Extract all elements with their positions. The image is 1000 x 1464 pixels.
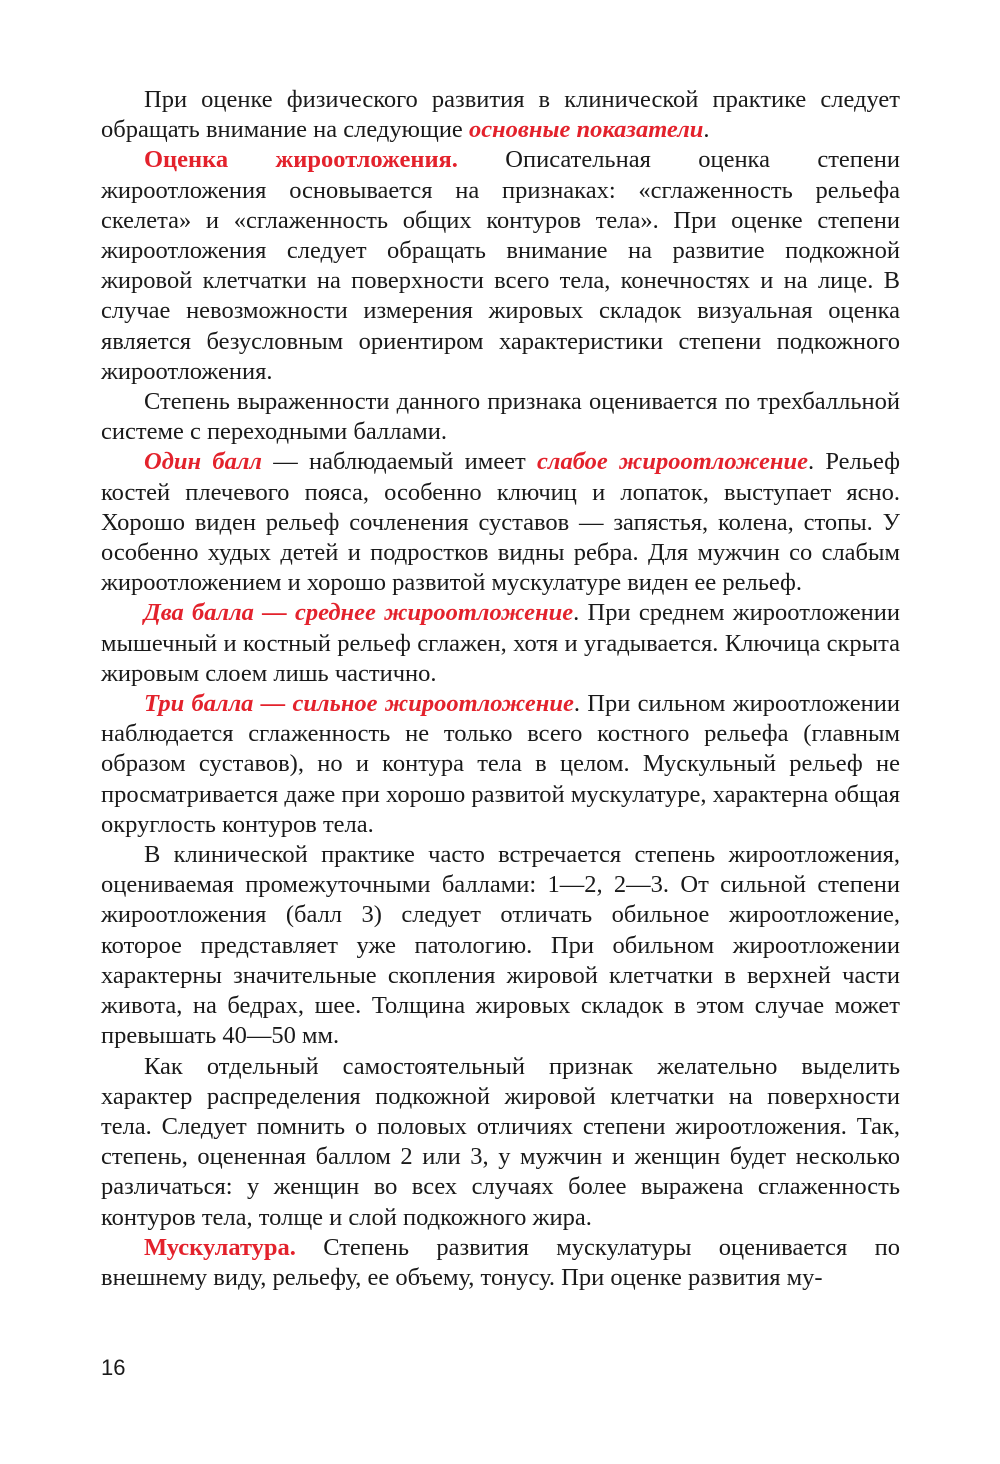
emphasis-one-point: Один балл [144,448,262,476]
paragraph-fat-assessment [101,145,900,387]
page-body [101,85,900,1293]
paragraph-text: При оценке физического развития в клинической практике следует обращать внимание на следующие [101,86,900,144]
paragraph-text: . При сильном жироотложении наблюдается сглаженность не только всего костного рельефа (главным образом суставов), но и контура тела в целом. Мускульный рельеф не просматривается даже при хорошо развитой мускулатуре, характерна общая округлость контуров тела. [101,690,900,838]
paragraph-text: Степень выраженности данного признака оценивается по трехбалльной системе с переходными баллами. [101,388,900,446]
paragraph-one-point [101,447,900,598]
paragraph-two-points [101,598,900,689]
paragraph-text: В клинической практике часто встречается степень жироотложения, оцениваемая промежуточными баллами: 1—2, 2—3. От сильной степени жироотложения (балл 3) следует отличать обильное жироотложение, которое представляет уже патологию. При обильном жироотложении характерны значительные скопления жировой клетчатки в верхней части живота, на бедрах, шее. Толщина жировых складок в этом случае может превышать 40—50 мм. [101,841,900,1050]
page-number: 16 [101,1355,126,1380]
paragraph-intermediate [101,840,900,1051]
emphasis-three-points: Три балла — сильное жироотложение [144,690,574,718]
heading-fat-assessment: Оценка жироотложения. [144,146,458,174]
emphasis-weak-fat: слабое жироотложение [537,448,808,476]
paragraph-text: . При среднем жироотложении мышечный и костный рельеф сглажен, хотя и угадывается. Ключица скрыта жировым слоем лишь частично. [101,599,900,687]
paragraph-main-indicators [101,85,900,145]
paragraph-scale [101,387,900,447]
heading-musculature: Мускулатура. [144,1233,296,1261]
paragraph-three-points [101,689,900,840]
paragraph-text: . [703,116,710,144]
paragraph-text: . Рельеф костей плечевого пояса, особенно ключиц и лопаток, выступает ясно. Хорошо виден рельеф сочленения суставов — запястья, колена, стопы. У особенно худых детей и подростков видны ребра. Для мужчин со слабым жироотложением и хорошо развитой мускулатуре виден ее рельеф. [101,448,900,597]
emphasis-two-points: Два балла — среднее жироотложение [144,599,574,627]
paragraph-text: Степень развития мускулатуры оценивается по внешнему виду, рельефу, ее объему, тонусу. При оценке развития му- [101,1233,900,1291]
paragraph-musculature [101,1233,900,1293]
paragraph-text: Описательная оценка степени жироотложения основывается на признаках: «сглаженность рельефа скелета» и «сглаженность общих контуров тела». При оценке степени жироотложения следует обращать внимание на развитие подкожной жировой клетчатки на поверхности всего тела, конечностях и на лице. В случае невозможности измерения жировых складок визуальная оценка является безусловным ориентиром характеристики степени подкожного жироотложения. [101,146,900,385]
paragraph-distribution [101,1052,900,1233]
paragraph-text: — наблюдаемый имеет [261,448,538,476]
paragraph-text: Как отдельный самостоятельный признак желательно выделить характер распределения подкожной жировой клетчатки на поверхности тела. Следует помнить о половых отличиях степени жироотложения. Так, степень, оцененная баллом 2 или 3, у мужчин и женщин будет несколько различаться: у женщин во всех случаях более выражена сглаженность контуров тела, толще и слой подкожного жира. [101,1052,900,1231]
emphasis-main-indicators: основные показатели [468,116,704,144]
